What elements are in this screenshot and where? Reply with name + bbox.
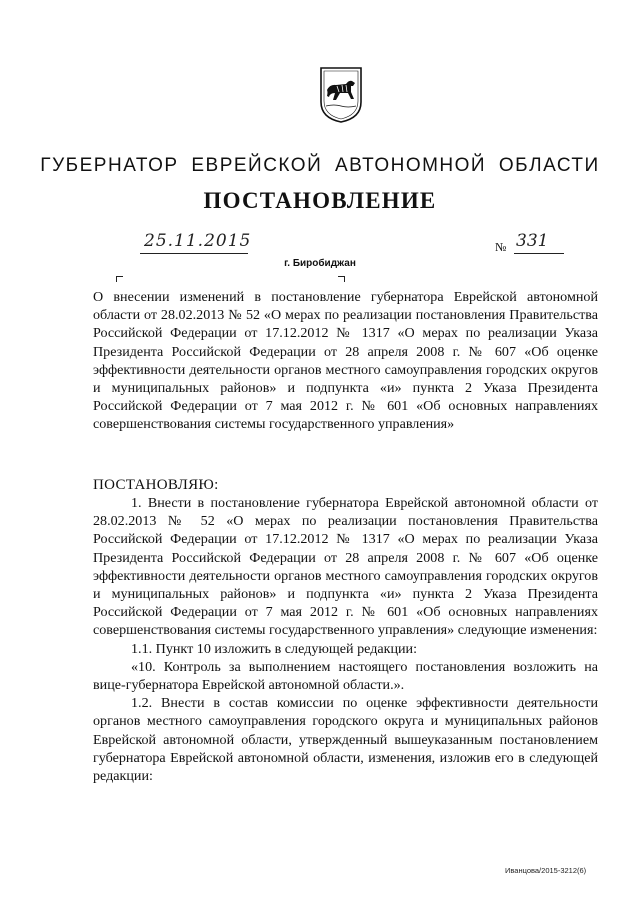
document-subject: О внесении изменений в постановление губернатора Еврейской автономной области от 28.02.2013 № 52 «О мерах по реализации постановления Правительства Российской Федерации от 17.12.2012 № 1317 «О мерах по реализации Указа Президента Российской Федерации от 28 апреля 2008 г. № 607 «Об оценке эффективности деятельности органов местного самоуправления городских округов и муниципальных районов» и подпункта «и» пункта 2 Указа Президента Российской Федерации от 7 мая 2012 г. № 601 «Об основных направлениях совершенствования системы государственного управления» bbox=[93, 289, 598, 433]
governor-title: ГУБЕРНАТОР ЕВРЕЙСКОЙ АВТОНОМНОЙ ОБЛАСТИ bbox=[40, 155, 600, 176]
footer-document-code: Иванцова/2015-3212(6) bbox=[505, 866, 587, 875]
date-field bbox=[140, 231, 252, 254]
paragraph-1-1: 1.1. Пункт 10 изложить в следующей редакции: bbox=[131, 640, 418, 657]
paragraph-1: 1. Внести в постановление губернатора Еврейской автономной области от 28.02.2013 № 52 «О мерах по реализации постановления Правительства Российской Федерации от 17.12.2012 № 1317 «О мерах по реализации Указа Президента Российской Федерации от 28 апреля 2008 г. № 607 «Об оценке эффективности деятельности органов местного самоуправления городских округов и муниципальных районов» и подпункта «и» пункта 2 Указа Президента Российской Федерации от 7 мая 2012 г. № 601 «Об основных направлениях совершенствования системы государственного управления» следующие изменения: bbox=[93, 495, 598, 639]
coat-of-arms-tiger-icon bbox=[318, 64, 364, 124]
date-handwritten: 25.11.2015 bbox=[144, 231, 252, 251]
number-label: № bbox=[495, 240, 507, 254]
document-body bbox=[93, 494, 598, 785]
paragraph-1-1-quote: «10. Контроль за выполнением настоящего постановления возложить на вице-губернатора Еврейской автономной области.». bbox=[93, 658, 598, 694]
subject-bracket-left bbox=[116, 276, 123, 282]
city-label: г. Биробиджан bbox=[284, 258, 356, 269]
paragraph-1-2: 1.2. Внести в состав комиссии по оценке эффективности деятельности органов местного самоуправления городского округа и муниципальных районов Еврейской автономной области, утвержденный вышеуказанным постановлением губернатора Еврейской автономной области, изменения, изложив его в следующей редакции: bbox=[93, 695, 598, 785]
subject-bracket-right bbox=[338, 276, 345, 282]
document-type-title: ПОСТАНОВЛЕНИЕ bbox=[203, 188, 437, 213]
number-field bbox=[514, 231, 564, 254]
decree-word: ПОСТАНОВЛЯЮ: bbox=[93, 477, 219, 493]
number-handwritten: 331 bbox=[516, 231, 549, 251]
